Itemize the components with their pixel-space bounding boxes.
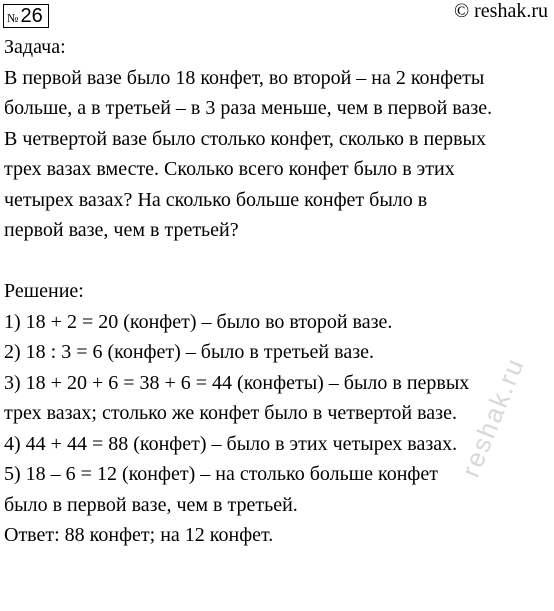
task-line: трех вазах вместе. Сколько всего конфет было в этих [4, 158, 455, 180]
solution-line: 4) 44 + 44 = 88 (конфет) – было в этих четырех вазах. [4, 432, 458, 455]
problem-number-badge [3, 4, 49, 28]
answer-line: Ответ: 88 конфет; на 12 конфет. [4, 524, 274, 546]
solution-heading: Решение: [4, 280, 84, 302]
solution-line: трех вазах; столько же конфет было в четвертой вазе. [4, 402, 457, 424]
task-line: четырех вазах? На сколько больше конфет было в [4, 188, 428, 211]
spacer [4, 246, 552, 277]
task-line: В четвертой вазе было столько конфет, сколько в первых [4, 127, 486, 150]
task-line: первой вазе, чем в третьей? [4, 219, 239, 241]
copyright-text: © reshak.ru [453, 0, 548, 22]
problem-number: 26 [20, 4, 43, 27]
solution-line: 2) 18 : 3 = 6 (конфет) – было в третьей вазе. [4, 341, 374, 363]
task-heading: Задача: [4, 36, 66, 58]
task-line: больше, а в третьей – в 3 раза меньше, чем в первой вазе. [4, 97, 493, 119]
document-body [4, 32, 552, 551]
solution-line: 3) 18 + 20 + 6 = 38 + 6 = 44 (конфеты) – было в первых [4, 371, 470, 394]
task-line: В первой вазе было 18 конфет, во второй – на 2 конфеты [4, 66, 485, 89]
number-sign: № [7, 10, 19, 25]
solution-line: 5) 18 – 6 = 12 (конфет) – на столько больше конфет [4, 463, 438, 485]
watermark: reshak.ru [455, 352, 531, 482]
solution-line: было в первой вазе, чем в третьей. [4, 493, 298, 516]
solution-line: 1) 18 + 2 = 20 (конфет) – было во второй вазе. [4, 310, 393, 333]
